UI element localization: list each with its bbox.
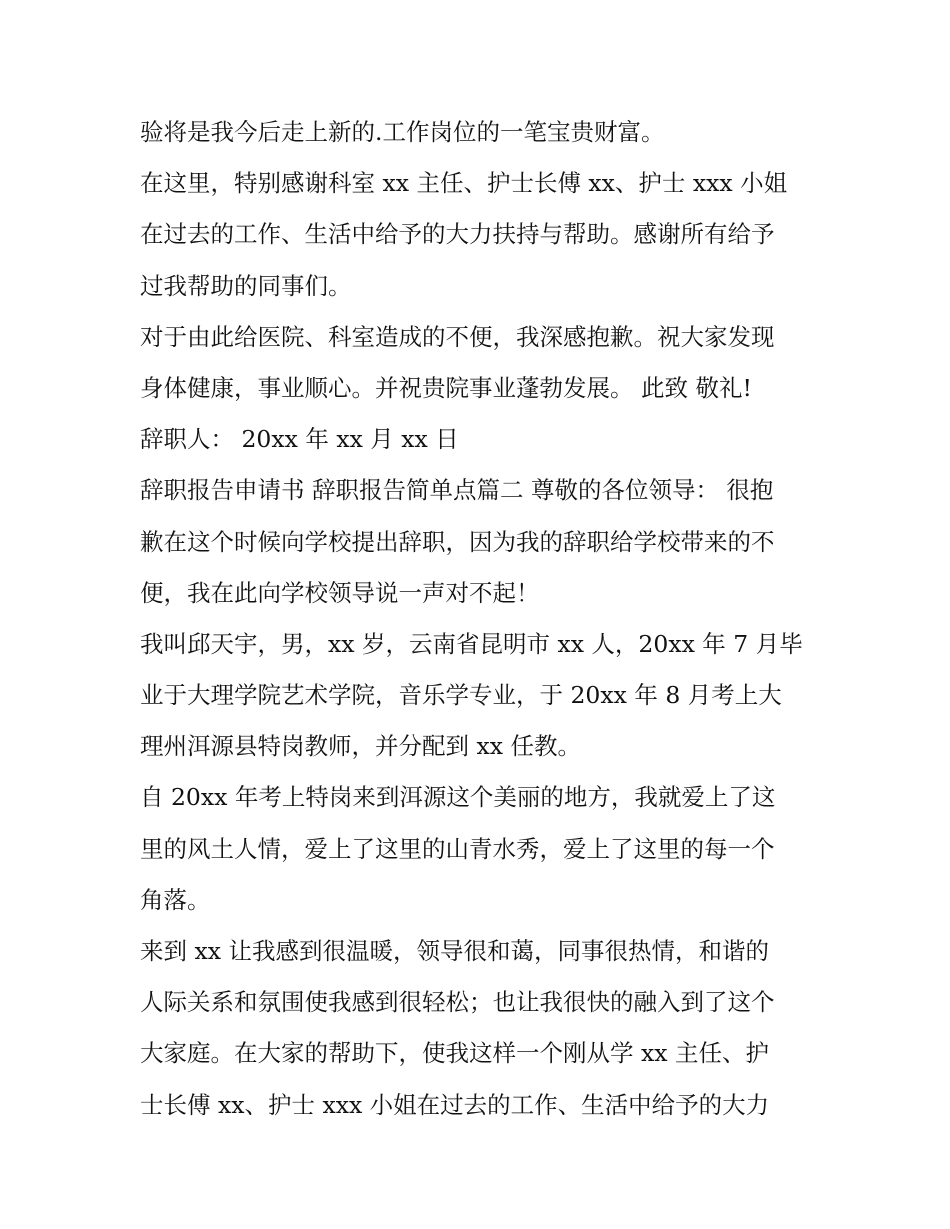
text-line: 歉在这个时候向学校提出辞职，因为我的辞职给学校带来的不 — [140, 527, 775, 556]
text-line: 我叫邱天宇，男，xx 岁，云南省昆明市 xx 人，20xx 年 7 月毕 — [140, 629, 803, 658]
document-body — [140, 107, 820, 1131]
text-line: 来到 xx 让我感到很温暖，领导很和蔼，同事很热情，和谐的 — [140, 937, 769, 965]
text-line: 对于由此给医院、科室造成的不便，我深感抱歉。祝大家发现 — [140, 322, 775, 351]
text-line: 角落。 — [140, 885, 211, 914]
text-line: 辞职人： 20xx 年 xx 月 xx 日 — [140, 425, 459, 454]
text-line: 人际关系和氛围使我感到很轻松；也让我很快的融入到了这个 — [140, 988, 775, 1017]
text-line: 大家庭。在大家的帮助下，使我这样一个刚从学 xx 主任、护 — [140, 1039, 769, 1068]
text-line: 业于大理学院艺术学院，音乐学专业，于 20xx 年 8 月考上大 — [140, 681, 782, 710]
text-line: 身体健康，事业顺心。并祝贵院事业蓬勃发展。 此致 敬礼! — [140, 373, 752, 402]
text-line: 验将是我今后走上新的.工作岗位的一笔宝贵财富。 — [140, 118, 665, 146]
text-line: 在这里，特别感谢科室 xx 主任、护士长傅 xx、护士 xxx 小姐 — [140, 169, 788, 198]
text-line: 过我帮助的同事们。 — [140, 271, 352, 300]
text-line: 自 20xx 年考上特岗来到洱源这个美丽的地方，我就爱上了这 — [140, 783, 776, 812]
text-line: 在过去的工作、生活中给予的大力扶持与帮助。感谢所有给予 — [140, 220, 775, 249]
text-line: 便，我在此向学校领导说一声对不起！ — [140, 578, 540, 607]
text-line: 里的风土人情，爱上了这里的山青水秀，爱上了这里的每一个 — [140, 834, 775, 863]
text-line: 士长傅 xx、护士 xxx 小姐在过去的工作、生活中给予的大力 — [140, 1090, 770, 1119]
text-line: 理州洱源县特岗教师，并分配到 xx 任教。 — [140, 732, 581, 761]
text-line: 辞职报告申请书 辞职报告简单点篇二 尊敬的各位领导： 很抱 — [140, 476, 774, 505]
